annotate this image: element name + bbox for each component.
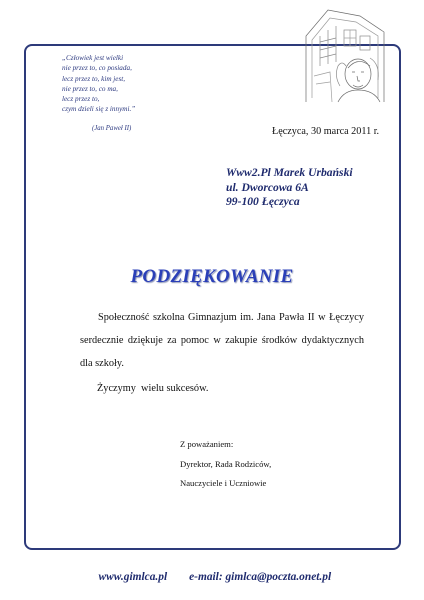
quote-author: (Jan Paweł II) bbox=[92, 125, 132, 132]
recipient-address bbox=[226, 166, 353, 210]
letter-title: PODZIĘKOWANIE bbox=[130, 266, 294, 287]
quote-line: nie przez to, co ma, bbox=[62, 84, 118, 93]
recipient-street: ul. Dworcowa 6A bbox=[226, 180, 309, 194]
signature-line: Nauczyciele i Uczniowie bbox=[180, 478, 267, 488]
letter-date: Łęczyca, 30 marca 2011 r. bbox=[272, 126, 380, 137]
letter-body bbox=[80, 306, 364, 375]
signature-greeting: Z poważaniem: bbox=[180, 439, 234, 449]
signature-line: Dyrektor, Rada Rodziców, bbox=[180, 458, 272, 469]
recipient-name: Www2.Pl Marek Urbański bbox=[226, 166, 353, 179]
portrait-sketch-icon bbox=[300, 6, 390, 104]
quote-line: nie przez to, co posiada, bbox=[62, 64, 132, 73]
quote-block bbox=[62, 53, 212, 115]
recipient-city: 99-100 Łęczyca bbox=[226, 195, 300, 208]
quote-line: lecz przez to, bbox=[62, 95, 100, 104]
footer-email-link[interactable]: e-mail: gimlca@poczta.onet.pl bbox=[189, 571, 332, 583]
footer-website-link[interactable]: www.gimlca.pl bbox=[98, 571, 168, 583]
body-paragraph: Społeczność szkolna Gimnazjum im. Jana Pawła II w Łęczycy serdecznie dziękuje za pomoc w zakupie środków dydaktycznych dla szkoły. bbox=[80, 312, 364, 369]
quote-line: czym dzieli się z innymi.” bbox=[62, 105, 136, 114]
quote-line: lecz przez to, kim jest, bbox=[62, 74, 126, 83]
footer-contact bbox=[0, 559, 424, 583]
letter-wishes: Życzymy wielu sukcesów. bbox=[97, 383, 209, 394]
signature-block bbox=[180, 435, 271, 494]
quote-line: „Człowiek jest wielki bbox=[62, 54, 124, 62]
